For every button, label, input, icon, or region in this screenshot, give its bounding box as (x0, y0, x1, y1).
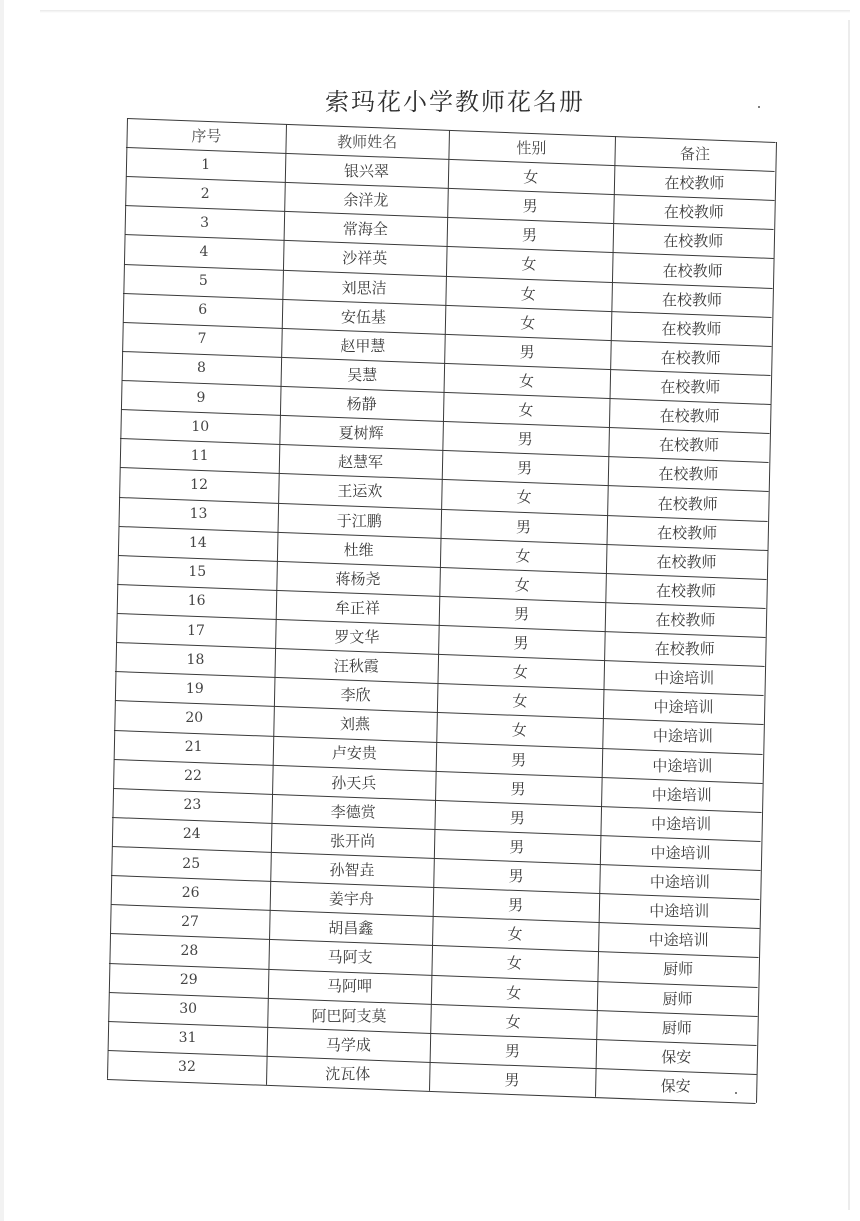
cell-name: 赵甲慧 (340, 336, 386, 355)
cell-seq: 26 (181, 884, 200, 901)
table-row (119, 467, 768, 513)
cell-remark: 在校教师 (661, 319, 722, 338)
table-row (115, 671, 764, 717)
cell-gender: 女 (512, 692, 528, 711)
cell-seq: 2 (200, 185, 210, 202)
cell-gender: 男 (509, 808, 525, 827)
cell-gender: 女 (506, 983, 522, 1002)
header-seq: 序号 (191, 126, 222, 145)
cell-gender: 男 (522, 197, 538, 216)
cell-name: 刘思洁 (341, 278, 387, 297)
cell-name: 刘燕 (340, 715, 371, 734)
cell-name: 安伍基 (340, 307, 386, 326)
cell-remark: 中途培训 (649, 873, 710, 892)
cell-gender: 男 (522, 226, 538, 245)
cell-gender: 男 (517, 459, 533, 478)
cell-gender: 男 (511, 750, 527, 769)
cell-gender: 男 (508, 867, 524, 886)
header-remark: 备注 (680, 145, 711, 164)
cell-name: 牟正祥 (334, 598, 380, 617)
cell-gender: 男 (519, 342, 535, 361)
table-row (110, 933, 759, 979)
cell-gender: 女 (512, 663, 528, 682)
document-title: 索玛花小学教师花名册 (325, 88, 585, 116)
cell-remark: 在校教师 (654, 640, 715, 659)
cell-seq: 19 (185, 680, 204, 697)
cell-name: 马阿呷 (327, 977, 373, 996)
cell-name: 吴慧 (347, 365, 378, 384)
table-row (116, 613, 765, 659)
cell-seq: 22 (184, 768, 202, 785)
cell-remark: 在校教师 (662, 290, 723, 309)
cell-gender: 女 (518, 401, 534, 420)
cell-name: 夏树辉 (338, 424, 384, 443)
cell-seq: 12 (190, 476, 208, 493)
table-row (121, 380, 770, 426)
cell-seq: 25 (182, 855, 201, 872)
cell-gender: 女 (511, 721, 527, 740)
cell-name: 姜宇舟 (328, 890, 374, 909)
cell-name: 银兴翠 (344, 162, 390, 181)
cell-name: 李德赏 (330, 802, 376, 821)
cell-seq: 28 (180, 942, 199, 959)
table-row (115, 700, 764, 746)
table-header-row (127, 118, 776, 164)
cell-name: 余洋龙 (343, 191, 389, 210)
table-row (108, 1021, 757, 1066)
table-row (118, 555, 767, 600)
cell-gender: 女 (518, 371, 534, 390)
cell-name: 沈瓦体 (325, 1064, 371, 1083)
cell-name: 李欣 (340, 686, 371, 705)
cell-gender: 女 (514, 575, 530, 594)
cell-name: 马学成 (325, 1035, 371, 1054)
cell-gender: 男 (513, 634, 529, 653)
cell-seq: 24 (182, 826, 201, 843)
cell-remark: 中途培训 (652, 727, 713, 746)
cell-seq: 23 (183, 797, 202, 814)
table-row (118, 526, 767, 571)
cell-seq: 7 (197, 331, 207, 348)
cell-remark: 厨师 (662, 989, 693, 1008)
cell-seq: 27 (181, 913, 199, 930)
cell-remark: 在校教师 (655, 581, 716, 600)
cell-seq: 14 (188, 535, 207, 552)
table-row (110, 904, 759, 950)
cell-remark: 中途培训 (651, 814, 712, 833)
table-row (113, 788, 762, 833)
cell-remark: 在校教师 (660, 348, 721, 367)
cell-remark: 在校教师 (658, 436, 719, 455)
cell-seq: 11 (190, 447, 209, 464)
cell-remark: 在校教师 (662, 261, 723, 280)
cell-remark: 中途培训 (649, 902, 710, 921)
cell-name: 王运欢 (337, 482, 383, 501)
cell-remark: 中途培训 (652, 756, 713, 775)
cell-remark: 保安 (661, 1047, 692, 1066)
cell-gender: 女 (516, 488, 532, 507)
cell-remark: 厨师 (661, 1018, 692, 1037)
cell-gender: 男 (508, 896, 524, 915)
cell-seq: 9 (196, 389, 206, 406)
cell-gender: 男 (515, 517, 531, 536)
table-row (107, 1050, 756, 1095)
table-row (117, 584, 766, 629)
header-gender: 性别 (516, 139, 547, 157)
cell-name: 马阿支 (327, 948, 373, 967)
header-name: 教师姓名 (337, 132, 398, 151)
cell-name: 卢安贵 (331, 744, 377, 763)
cell-remark: 中途培训 (648, 931, 709, 950)
table-row (112, 846, 761, 892)
cell-name: 杜维 (343, 540, 374, 559)
cell-remark: 在校教师 (663, 203, 724, 222)
table-row (123, 293, 772, 338)
cell-gender: 男 (517, 430, 533, 449)
cell-name: 阿巴阿支莫 (311, 1006, 387, 1025)
cell-seq: 10 (191, 418, 210, 435)
cell-remark: 保安 (660, 1076, 691, 1095)
cell-seq: 17 (187, 622, 205, 639)
cell-seq: 4 (199, 243, 209, 260)
cell-gender: 女 (507, 925, 523, 944)
cell-name: 蒋杨尧 (335, 569, 381, 588)
cell-seq: 29 (179, 971, 198, 988)
table-row (112, 817, 761, 862)
cell-remark: 在校教师 (660, 378, 721, 397)
cell-name: 汪秋霞 (333, 657, 379, 676)
cell-seq: 5 (198, 273, 208, 290)
cell-remark: 中途培训 (654, 669, 715, 688)
cell-gender: 女 (505, 1012, 521, 1031)
cell-name: 沙祥英 (342, 249, 388, 268)
cell-remark: 在校教师 (656, 552, 717, 571)
table-row (119, 497, 768, 542)
cell-name: 赵慧军 (337, 453, 383, 472)
cell-remark: 在校教师 (664, 174, 725, 193)
cell-remark: 在校教师 (658, 465, 719, 484)
cell-seq: 31 (178, 1030, 197, 1047)
cell-name: 常海全 (342, 220, 388, 239)
cell-remark: 中途培训 (650, 843, 711, 862)
cell-gender: 女 (520, 284, 536, 303)
cell-seq: 15 (188, 564, 207, 581)
table-row (121, 409, 770, 455)
cell-name: 孙天兵 (331, 773, 377, 792)
cell-remark: 在校教师 (657, 494, 718, 513)
cell-seq: 16 (187, 593, 206, 610)
table-row (125, 205, 774, 251)
cell-remark: 中途培训 (651, 785, 712, 804)
cell-seq: 30 (179, 1001, 198, 1018)
cell-gender: 男 (510, 779, 526, 798)
cell-remark: 厨师 (663, 960, 694, 979)
cell-seq: 13 (189, 506, 208, 523)
table-row (122, 322, 771, 367)
table-row (120, 438, 769, 484)
table-row (122, 351, 771, 397)
cell-seq: 18 (186, 651, 205, 668)
cell-gender: 女 (515, 546, 531, 565)
cell-remark: 中途培训 (653, 698, 714, 717)
cell-gender: 男 (509, 837, 525, 856)
cell-name: 胡昌鑫 (328, 919, 374, 938)
cell-remark: 在校教师 (657, 523, 718, 542)
cell-gender: 女 (521, 255, 537, 274)
cell-gender: 女 (506, 954, 522, 973)
table-row (116, 642, 765, 688)
cell-name: 张开尚 (330, 831, 376, 850)
cell-remark: 在校教师 (655, 611, 716, 629)
cell-gender: 女 (520, 313, 536, 332)
table-row (126, 147, 775, 193)
cell-name: 孙智垚 (329, 860, 375, 879)
cell-name: 罗文华 (334, 627, 380, 646)
cell-gender: 男 (514, 604, 530, 623)
table-row (124, 264, 773, 309)
table-row (114, 730, 763, 775)
table-row (124, 234, 773, 280)
table-row (113, 759, 762, 804)
table-row (109, 963, 758, 1008)
cell-remark: 在校教师 (659, 407, 720, 426)
table-row (109, 992, 758, 1037)
cell-gender: 男 (504, 1070, 520, 1089)
cell-seq: 21 (184, 739, 203, 756)
cell-seq: 3 (200, 214, 209, 231)
cell-seq: 20 (185, 709, 204, 726)
cell-seq: 6 (198, 302, 208, 319)
cell-remark: 在校教师 (663, 232, 724, 251)
cell-name: 于江鹏 (336, 511, 382, 530)
cell-seq: 1 (201, 156, 211, 173)
cell-gender: 女 (523, 168, 539, 187)
table-row (111, 875, 760, 921)
cell-name: 杨静 (346, 395, 377, 414)
cell-seq: 32 (178, 1059, 196, 1076)
table-row (125, 176, 774, 222)
cell-seq: 8 (197, 360, 206, 377)
cell-gender: 男 (505, 1041, 521, 1060)
